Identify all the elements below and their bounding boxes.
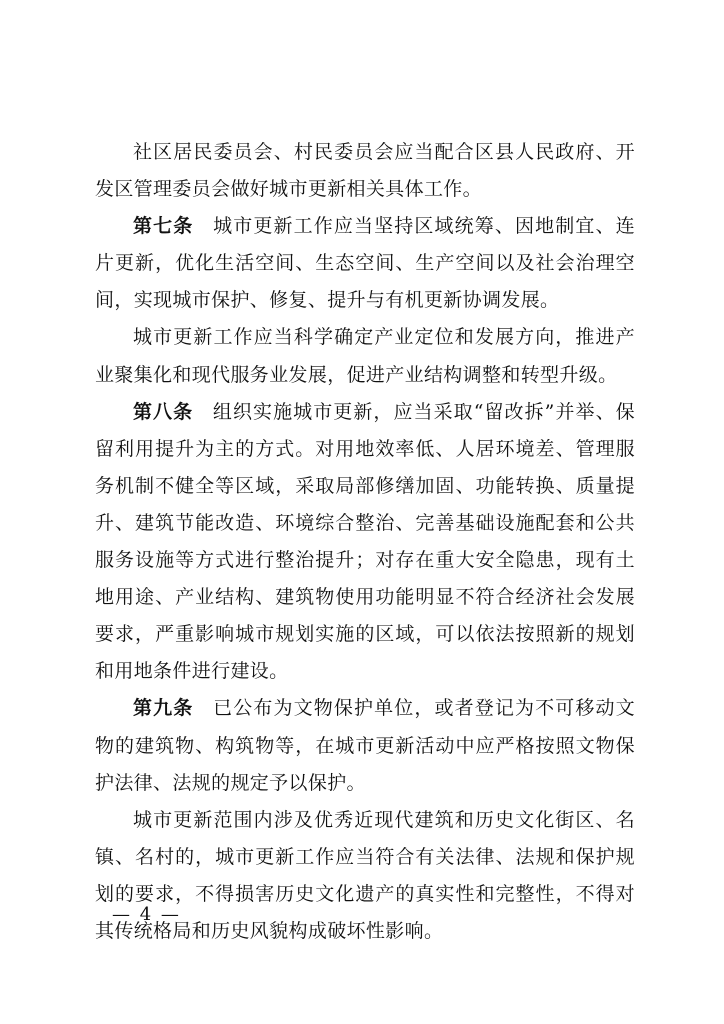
- article-9-label: 第九条: [133, 697, 194, 720]
- paragraph-text: 城市更新范围内涉及优秀近现代建筑和历史文化街区、名镇、名村的，城市更新工作应当符合有关法律、法规和保护规划的要求，不得损害历史文化遗产的真实性和完整性，不得对其传统格局和历史风貌构成破坏性影响。: [95, 808, 635, 942]
- page-number: — 4 —: [112, 904, 181, 925]
- article-8-label: 第八条: [133, 400, 194, 423]
- article-9-text: 已公布为文物保护单位，或者登记为不可移动文物的建筑物、构筑物等，在城市更新活动中应严格按照文物保护法律、法规的规定予以保护。: [95, 697, 635, 794]
- paragraph-text: 社区居民委员会、村民委员会应当配合区县人民政府、开发区管理委员会做好城市更新相关具体工作。: [95, 141, 635, 201]
- article-8-text: 组织实施城市更新，应当采取“留改拆”并举、保留利用提升为主的方式。对用地效率低、人居环境差、管理服务机制不健全等区域，采取局部修缮加固、功能转换、质量提升、建筑节能改造、环境综合整治、完善基础设施配套和公共服务设施等方式进行整治提升；对存在重大安全隐患，现有土地用途、产业结构、建筑物使用功能明显不符合经济社会发展要求，严重影响城市规划实施的区域，可以依法按照新的规划和用地条件进行建设。: [95, 400, 635, 683]
- paragraph-article-8: [95, 394, 635, 691]
- paragraph-industry-positioning: [95, 319, 635, 393]
- paragraph-heritage-protection: [95, 802, 635, 950]
- paragraph-text: 城市更新工作应当科学确定产业定位和发展方向，推进产业聚集化和现代服务业发展，促进产业结构调整和转型升级。: [95, 326, 635, 386]
- article-7-text: 城市更新工作应当坚持区域统筹、因地制宜、连片更新，优化生活空间、生态空间、生产空间以及社会治理空间，实现城市保护、修复、提升与有机更新协调发展。: [95, 215, 635, 312]
- paragraph-article-7: [95, 208, 635, 319]
- document-body: [95, 134, 635, 950]
- paragraph-article-9: [95, 690, 635, 801]
- article-7-label: 第七条: [133, 215, 194, 238]
- paragraph-community-committees: [95, 134, 635, 208]
